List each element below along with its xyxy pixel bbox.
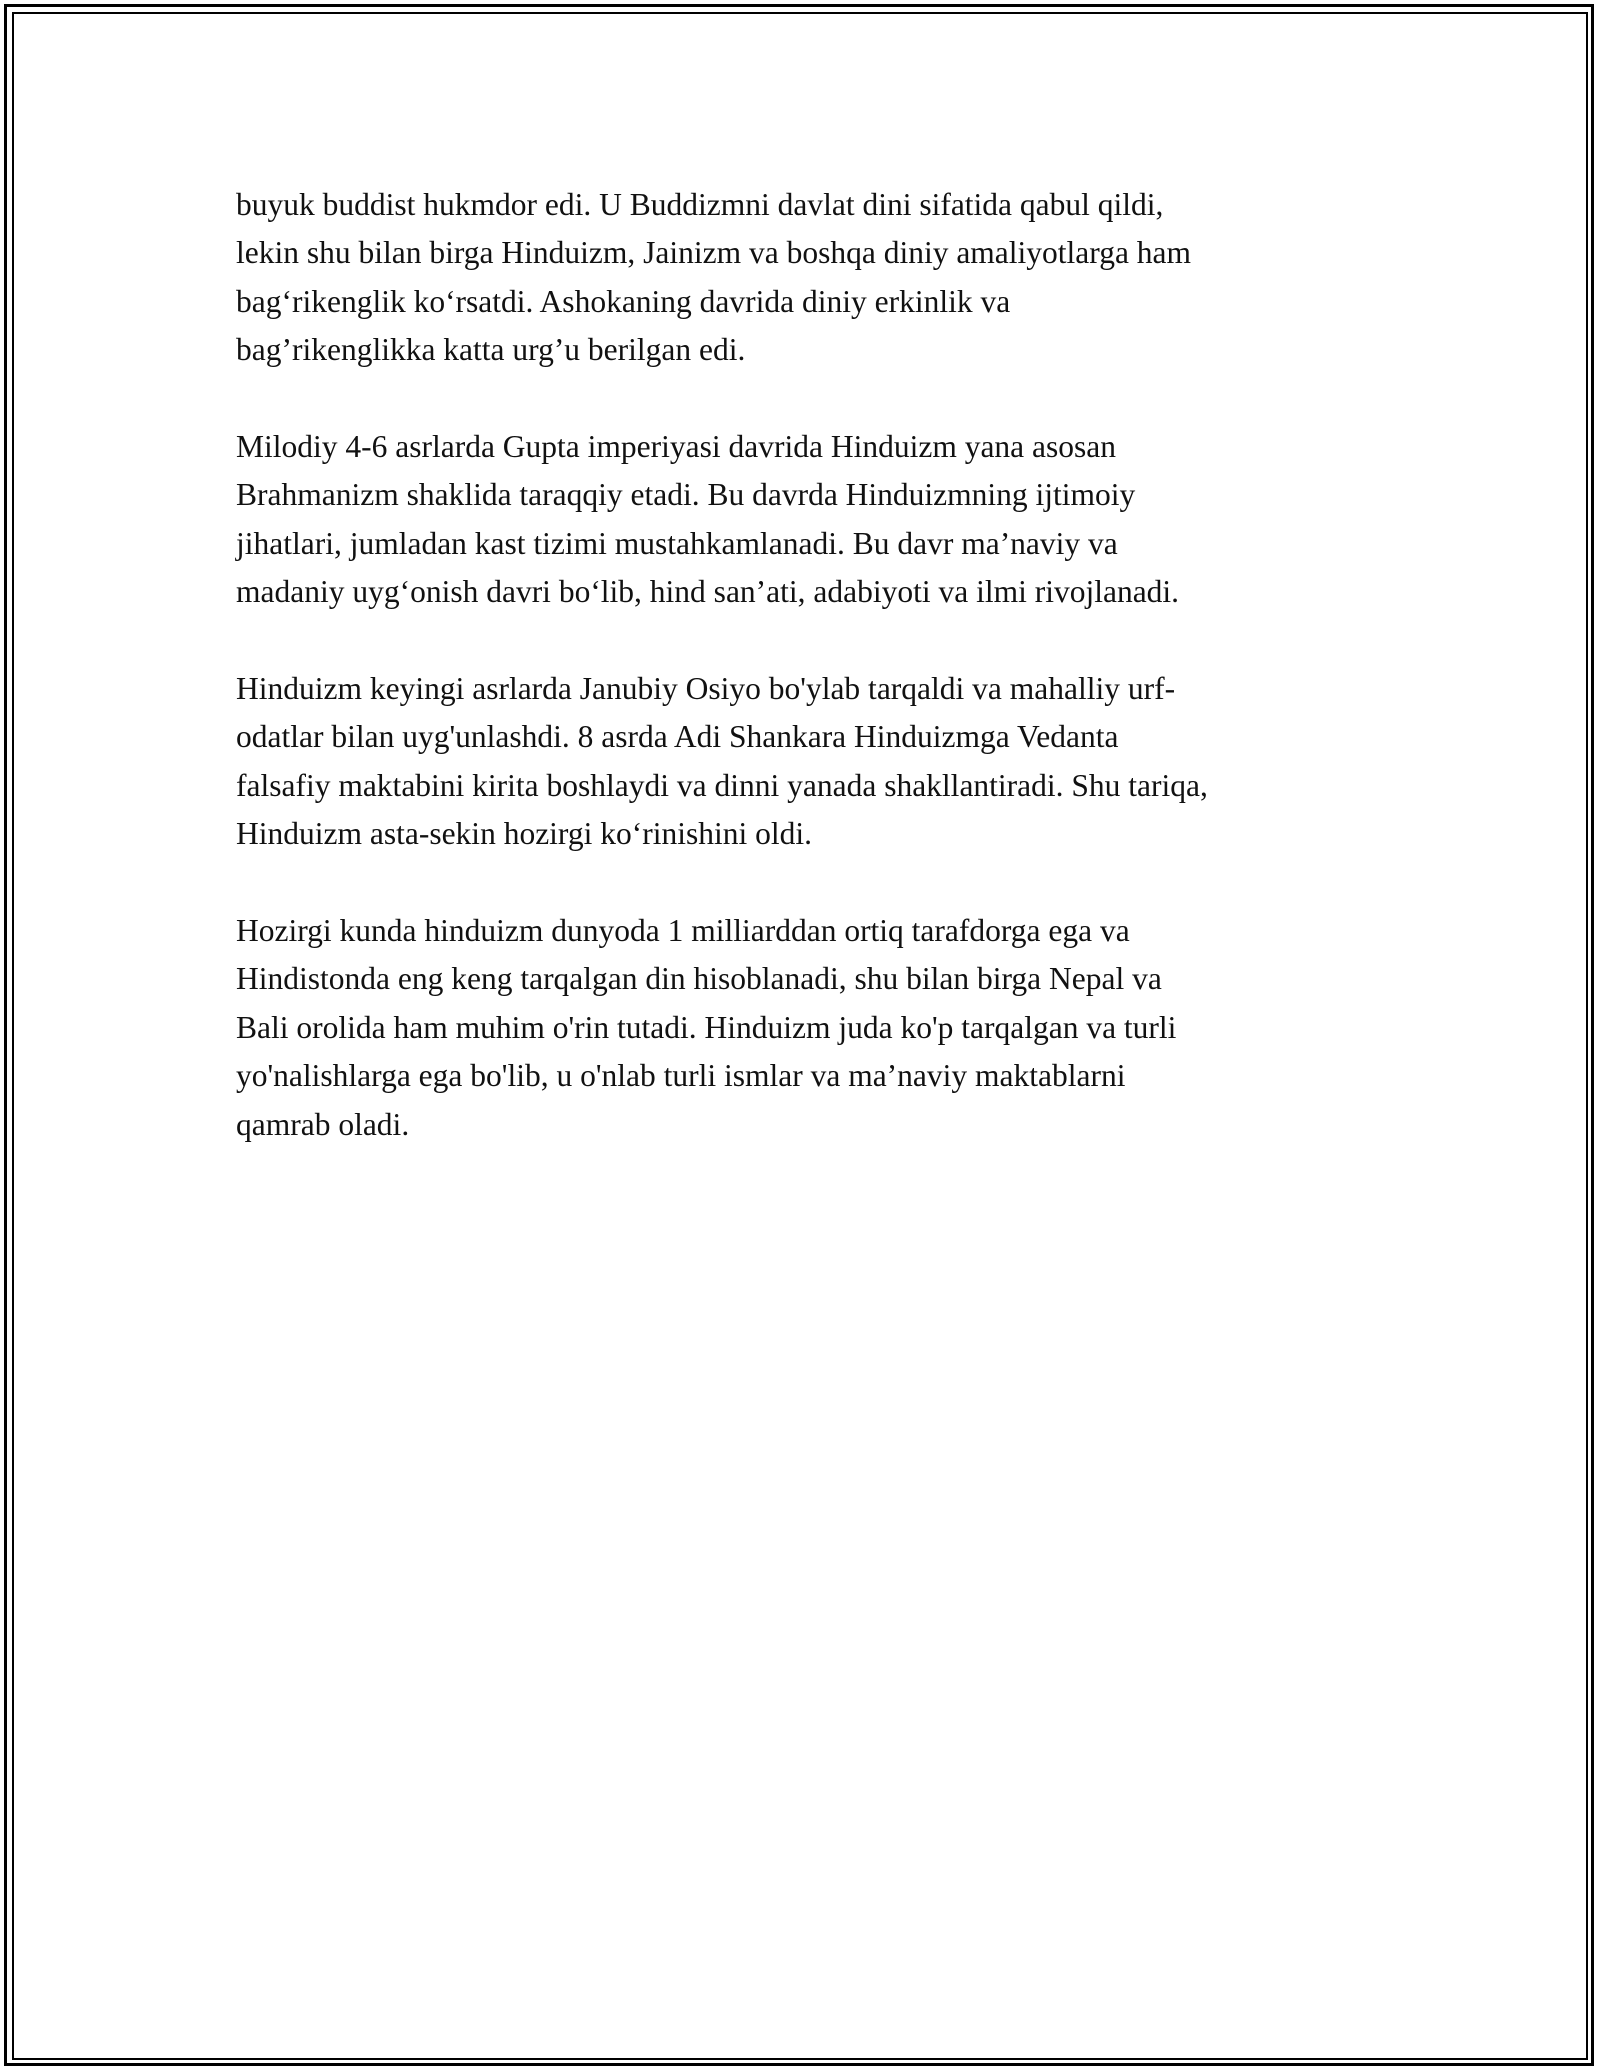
document-body [236, 181, 1376, 1197]
text-line: buyuk buddist hukmdor edi. U Buddizmni davlat dini sifatida qabul qildi, [236, 187, 1164, 222]
text-line: bag’rikenglikka katta urg’u berilgan edi. [236, 332, 746, 368]
text-line: jihatlari, jumladan kast tizimi mustahkamlanadi. Bu davr ma’naviy va [236, 525, 1118, 561]
text-line: bag‘rikenglik ko‘rsatdi. Ashokaning davrida diniy erkinlik va [236, 283, 1011, 319]
text-line: Hindistonda eng keng tarqalgan din hisoblanadi, shu bilan birga Nepal va [236, 961, 1162, 997]
text-line: Hinduizm keyingi asrlarda Janubiy Osiyo bo'ylab tarqaldi va mahalliy urf- [236, 671, 1176, 707]
text-line: lekin shu bilan birga Hinduizm, Jainizm va boshqa diniy amaliyotlarga ham [236, 235, 1192, 271]
text-line: Brahmanizm shaklida taraqqiy etadi. Bu davrda Hinduizmning ijtimoiy [236, 477, 1136, 513]
text-line: qamrab oladi. [236, 1106, 410, 1142]
text-line: madaniy uyg‘onish davri bo‘lib, hind san’ati, adabiyoti va ilmi rivojlanadi. [236, 574, 1180, 610]
text-line: odatlar bilan uyg'unlashdi. 8 asrda Adi Shankara Hinduizmga Vedanta [236, 719, 1119, 755]
text-line: Hozirgi kunda hinduizm dunyoda 1 milliarddan ortiq tarafdorga ega va [236, 913, 1130, 949]
paragraph-3 [236, 665, 1376, 859]
text-line: Milodiy 4-6 asrlarda Gupta imperiyasi davrida Hinduizm yana asosan [236, 429, 1117, 465]
text-line: falsafiy maktabini kirita boshlaydi va dinni yanada shakllantiradi. Shu tariqa, [236, 767, 1208, 803]
paragraph-2 [236, 423, 1376, 617]
text-line: yo'nalishlarga ega bo'lib, u o'nlab turli ismlar va ma’naviy maktablarni [236, 1058, 1126, 1094]
paragraph-1 [236, 181, 1376, 375]
text-line: Hinduizm asta-sekin hozirgi ko‘rinishini oldi. [236, 816, 812, 852]
paragraph-4 [236, 907, 1376, 1149]
text-line: Bali orolida ham muhim o'rin tutadi. Hinduizm juda ko'p tarqalgan va turli [236, 1009, 1177, 1045]
